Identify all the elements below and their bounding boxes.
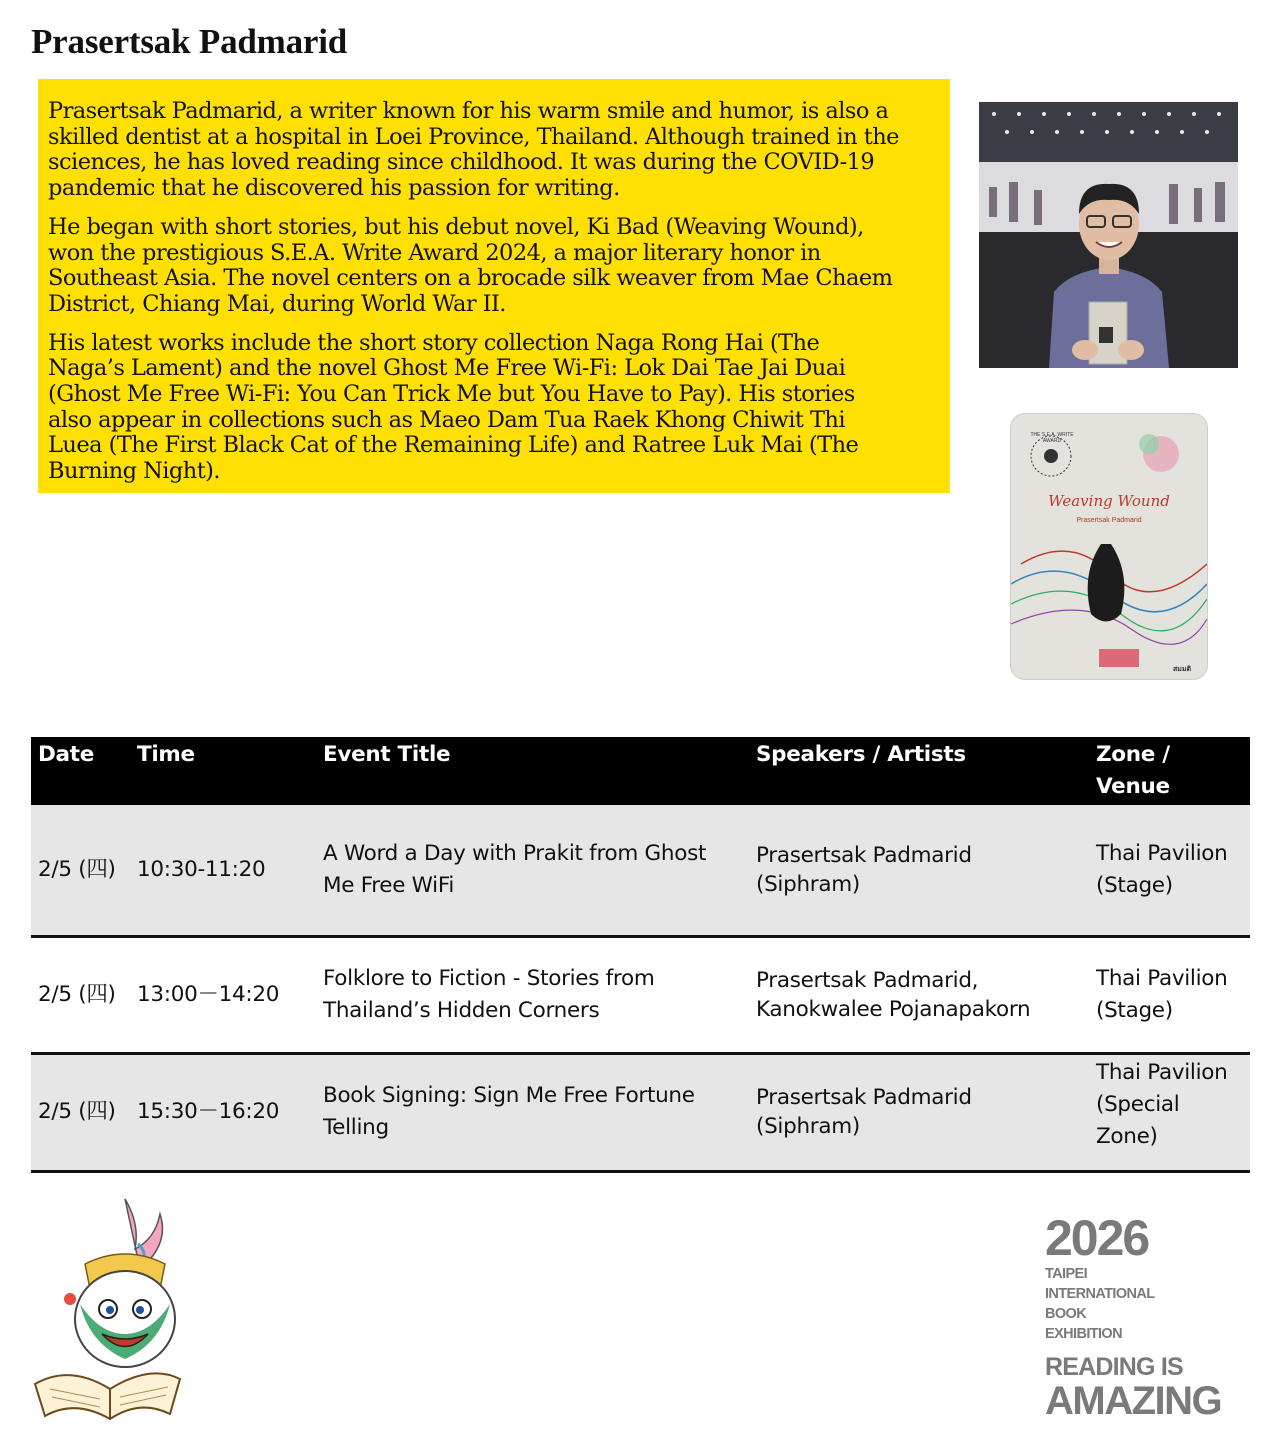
speaker-line: Prasertsak Padmarid, [756,967,979,993]
row-speakers [749,805,1089,936]
book-cover-author: Prasertsak Padmarid [1076,517,1142,524]
speaker-line: (Siphram) [756,1114,860,1139]
speaker-line: Kanokwalee Pojanapakorn [756,996,1031,1022]
table-row [31,936,1250,1053]
header-date: Date [31,737,130,805]
logo-line: EXHIBITION [1045,1326,1122,1342]
bio-paragraph-3: His latest works include the short story collection Naga Rong Hai (The Naga’s Lament) and the novel Ghost Me Free Wi-Fi: Lok Dai Tae Jai Duai (Ghost Me Free Wi-Fi: You Can Trick Me but You Have to Pay). His stories also appear in collections such as Maeo Dam Tua Raek Khong Chiwit Thi Luea (The First Black Cat of the Remaining Life) and Ratree Luk Mai (The Burning Night). [48,329,859,485]
table-row [31,1053,1250,1171]
bio-paragraph-1: Prasertsak Padmarid, a writer known for his warm smile and humor, is also a skilled dentist at a hospital in Loei Province, Thailand. Although trained in the sciences, he has loved reading since childhood. It was during the COVID-19 pandemic that he discovered his passion for writing. [48,98,899,202]
speaker-line: Prasertsak Padmarid [756,1085,972,1110]
author-bio [38,79,950,493]
logo-line: INTERNATIONAL [1045,1286,1155,1302]
header-speakers: Speakers / Artists [749,737,1089,805]
table-row [31,805,1250,936]
row-date: 2/5 (四) [31,936,130,1053]
logo-slogan-amazing: AMAZING [1045,1379,1222,1423]
logo-line: BOOK [1045,1306,1087,1322]
row-title: Folklore to Fiction - Stories from Thailand’s Hidden Corners [316,936,749,1053]
row-title: A Word a Day with Prakit from Ghost Me Free WiFi [316,805,749,936]
header-time: Time [130,737,316,805]
row-venue: Thai Pavilion (Stage) [1089,805,1250,936]
row-time: 15:30－16:20 [130,1053,316,1171]
bio-paragraph-2: He began with short stories, but his debut novel, Ki Bad (Weaving Wound), won the prestigious S.E.A. Write Award 2024, a major literary honor in Southeast Asia. The novel centers on a brocade silk weaver from Mae Chaem District, Chiang Mai, during World War II. [48,213,893,317]
row-time: 13:00－14:20 [130,936,316,1053]
award-seal-text: THE S.E.A. WRITE AWARD [1030,432,1074,444]
tibe-logo [1045,1212,1250,1421]
table-header-row [31,737,1250,805]
book-cover-title: Weaving Wound [1048,492,1170,510]
row-date: 2/5 (四) [31,1053,130,1171]
row-title: Book Signing: Sign Me Free Fortune Telling [316,1053,749,1171]
row-venue: Thai Pavilion (Special Zone) [1089,1053,1250,1171]
logo-line: TAIPEI [1045,1266,1088,1282]
event-schedule-table [31,737,1250,1173]
logo-year: 2026 [1045,1210,1149,1266]
page-title: Prasertsak Padmarid [31,22,348,61]
speaker-line: Prasertsak Padmarid [756,842,972,868]
row-venue: Thai Pavilion (Stage) [1089,936,1250,1053]
book-cover [1011,414,1207,679]
speaker-line: (Siphram) [756,871,860,897]
book-cover-publisher: สมมติ [1172,666,1191,673]
row-speakers [749,1053,1089,1171]
hanuman-reading-book-icon [30,1194,192,1424]
row-speakers [749,936,1089,1053]
header-venue: Zone / Venue [1089,737,1250,805]
logo-slogan-reading: READING IS [1045,1353,1183,1381]
row-date: 2/5 (四) [31,805,130,936]
row-time: 10:30-11:20 [130,805,316,936]
author-photo [979,102,1238,368]
header-event-title: Event Title [316,737,749,805]
